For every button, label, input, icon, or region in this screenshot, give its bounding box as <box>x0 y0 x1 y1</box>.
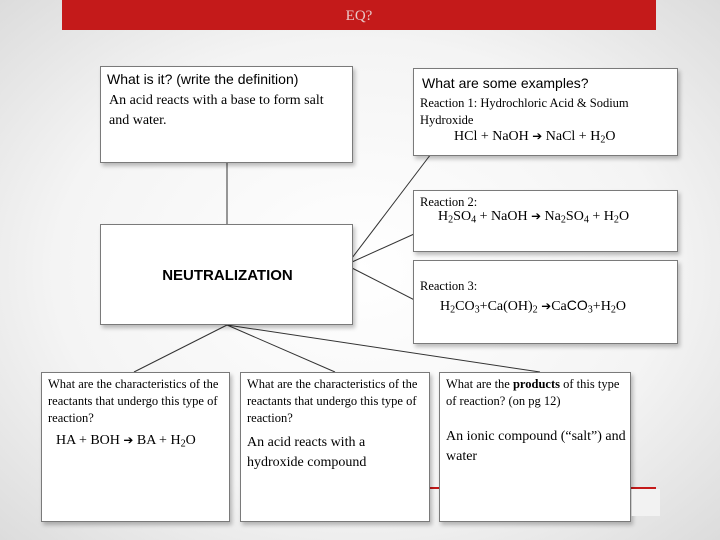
reactants-answer-2: An acid reacts with a hydroxide compound <box>247 435 367 470</box>
reaction2-label: Reaction 2: <box>420 195 478 209</box>
products-question: What are the products of this type of reaction? (on pg 12) <box>446 377 620 408</box>
reaction1-equation: HCl + NaOH ➔ NaCl + $H_2O$ <box>454 129 616 146</box>
page-title: EQ? <box>345 8 373 24</box>
definition-text: An acid reacts with a base to form salt and water. <box>109 93 324 128</box>
reaction2-equation: $H_2SO_4$ + NaOH ➔ $Na_2SO_4 + H_2O$ <box>438 209 630 226</box>
reaction3-box <box>413 260 678 344</box>
connector-bottom-2 <box>227 325 335 372</box>
reactants-box-1 <box>41 372 230 522</box>
examples-box <box>413 68 678 156</box>
definition-heading: What is it? (write the definition) <box>107 71 299 87</box>
products-answer: An ionic compound (“salt”) and water <box>446 429 626 464</box>
connector-bottom-1 <box>134 325 227 372</box>
reactants-question-2: What are the characteristics of the reactants that undergo this type of reaction? <box>247 377 418 425</box>
neutralization-label: NEUTRALIZATION <box>162 267 293 284</box>
products-box <box>439 372 631 522</box>
decorative-tab <box>631 489 660 516</box>
reaction3-label: Reaction 3: <box>420 279 478 293</box>
examples-heading: What are some examples? <box>422 75 589 91</box>
reactants-question-1: What are the characteristics of the reactants that undergo this type of reaction? <box>48 377 219 425</box>
neutralization-box <box>100 224 353 325</box>
reaction2-box <box>413 190 678 252</box>
reaction3-equation: $H_2CO_3+Ca(OH)_2$ $➔CaCO_3+H_2O$ <box>440 297 626 316</box>
definition-box <box>100 66 353 163</box>
reactants-box-2 <box>240 372 430 522</box>
reaction1-label: Reaction 1: Hydrochloric Acid & Sodium Hydroxide <box>420 96 629 127</box>
general-equation: HA + BOH ➔ BA + $H_2O$ <box>56 433 196 450</box>
